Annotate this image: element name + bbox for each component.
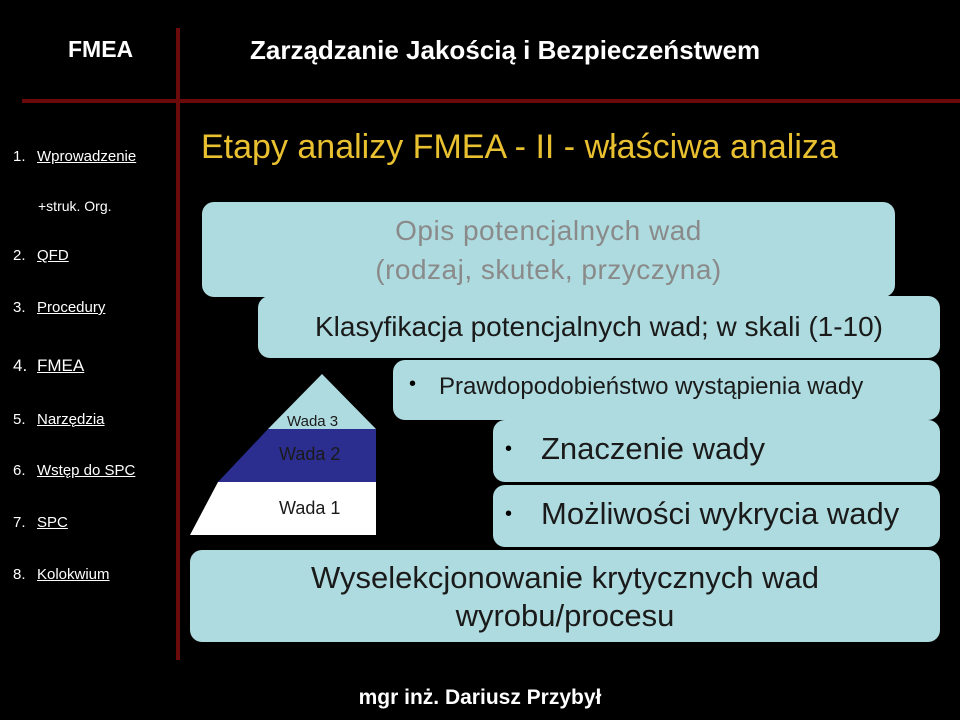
footer-author: mgr inż. Dariusz Przybył [358, 686, 602, 709]
sidebar-item-wprowadzenie[interactable] [13, 148, 136, 165]
probability-box [393, 360, 940, 420]
critical-defects-line2: wyrobu/procesu [455, 598, 675, 633]
sidebar-item-number: 5. [13, 411, 26, 428]
sidebar-item-number: 1. [13, 148, 26, 165]
severity-box [493, 420, 940, 482]
header-title: Zarządzanie Jakością i Bezpieczeństwem [250, 35, 761, 65]
defect-description-line2: (rodzaj, skutek, przyczyna) [375, 254, 722, 285]
sidebar-item-qfd[interactable] [13, 247, 69, 264]
pyramid-label-top: Wada 3 [287, 413, 339, 430]
classification-box: Klasyfikacja potencjalnych wad; w skali (1-10) [258, 296, 940, 358]
sidebar-item-struk-org[interactable] [38, 198, 112, 214]
critical-defects-box [190, 550, 940, 642]
defect-pyramid [188, 374, 388, 536]
sidebar-item-wstep-do-spc[interactable] [13, 462, 135, 479]
critical-defects-line1: Wyselekcjonowanie krytycznych wad [311, 560, 819, 595]
slide-title: Etapy analizy FMEA - II - właściwa analiza [201, 128, 838, 166]
sidebar-item-label: Narzędzia [37, 411, 105, 428]
sidebar-item-label: Procedury [37, 299, 106, 316]
sidebar-item-label: FMEA [37, 356, 85, 375]
sidebar-item-number: 2. [13, 247, 26, 264]
sidebar-item-number: 6. [13, 462, 26, 479]
detection-text: Możliwości wykrycia wady [541, 496, 900, 531]
sidebar-item-label: QFD [37, 247, 69, 264]
sidebar-item-label: +struk. Org. [38, 198, 112, 214]
bullet-icon: • [505, 438, 513, 460]
sidebar-item-number: 4. [13, 356, 28, 375]
sidebar-item-number: 7. [13, 514, 26, 531]
horizontal-divider [22, 99, 960, 103]
sidebar-item-fmea[interactable] [13, 356, 84, 376]
severity-text: Znaczenie wady [541, 431, 766, 466]
sidebar-item-procedury[interactable] [13, 299, 105, 316]
sidebar-item-label: SPC [37, 514, 68, 531]
bullet-icon: • [505, 503, 513, 525]
vertical-divider [176, 28, 180, 660]
detection-box [493, 485, 940, 547]
sidebar-item-spc[interactable] [13, 514, 68, 531]
defect-description-line1: Opis potencjalnych wad [395, 215, 702, 246]
sidebar-item-label: Kolokwium [37, 566, 110, 583]
sidebar-item-narzedzia[interactable] [13, 411, 105, 428]
sidebar-item-number: 8. [13, 566, 26, 583]
defect-description-box [202, 202, 895, 297]
pyramid-label-middle: Wada 2 [279, 444, 341, 464]
bullet-icon: • [409, 373, 417, 395]
sidebar-item-kolokwium[interactable] [13, 566, 110, 583]
pyramid-label-bottom: Wada 1 [279, 498, 341, 518]
brand-label: FMEA [68, 36, 134, 62]
probability-text: Prawdopodobieństwo wystąpienia wady [439, 373, 864, 400]
sidebar-item-label: Wstęp do SPC [37, 462, 136, 479]
sidebar-item-label: Wprowadzenie [37, 148, 137, 165]
sidebar-item-number: 3. [13, 299, 26, 316]
